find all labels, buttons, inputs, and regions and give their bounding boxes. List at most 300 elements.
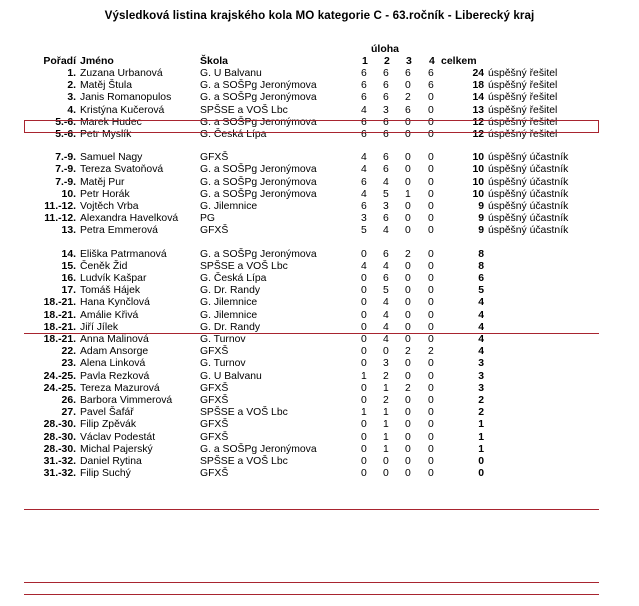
- cell-rank: 23.: [61, 358, 76, 370]
- cell-name: Amálie Křivá: [80, 309, 139, 321]
- cell-s2: 2: [383, 395, 389, 406]
- cell-school: G. Česká Lípa: [200, 273, 267, 284]
- cell-s3: 1: [405, 188, 411, 200]
- cell-school: GFXŠ: [200, 468, 229, 480]
- cell-s1: 0: [361, 468, 367, 480]
- cell-rank: 28.-30.: [43, 431, 76, 443]
- cell-name: Adam Ansorge: [80, 346, 149, 358]
- cell-s1: 6: [361, 92, 367, 104]
- cell-s1: 6: [361, 80, 367, 92]
- cell-status: úspěšný účastník: [488, 152, 569, 164]
- table-row: [0, 189, 639, 201]
- cell-s1: 0: [361, 358, 367, 370]
- cell-total: 10: [472, 164, 484, 176]
- cell-s4: 6: [428, 80, 434, 92]
- table-row: [0, 432, 639, 444]
- table-row: [0, 225, 639, 237]
- cell-s1: 0: [361, 346, 367, 358]
- cell-s1: 0: [361, 419, 367, 431]
- cell-name: Jiří Jílek: [80, 321, 119, 333]
- cell-s3: 0: [405, 407, 411, 419]
- cell-s1: 6: [361, 129, 367, 140]
- cell-name: Filip Zpěvák: [80, 419, 137, 431]
- cell-total: 4: [478, 297, 484, 309]
- cell-rank: 31.-32.: [43, 456, 76, 467]
- cell-s4: 0: [428, 213, 434, 225]
- cell-status: úspěšný účastník: [488, 176, 569, 188]
- cell-total: 4: [478, 346, 484, 358]
- cell-s3: 0: [405, 443, 411, 455]
- header-rank: Pořadí: [43, 55, 76, 67]
- cell-rank: 5.-6.: [55, 129, 76, 140]
- cell-rank: 28.-30.: [43, 443, 76, 455]
- table-row: [0, 105, 639, 117]
- cell-status: úspěšný řešitel: [488, 104, 558, 116]
- cell-s3: 0: [405, 468, 411, 480]
- cell-s2: 4: [383, 309, 389, 321]
- cell-status: úspěšný účastník: [488, 213, 569, 225]
- cell-s1: 0: [361, 334, 367, 345]
- cell-s2: 4: [383, 260, 389, 272]
- cell-rank: 27.: [61, 407, 76, 419]
- header-task-3: 3: [406, 55, 412, 67]
- cell-total: 10: [472, 188, 484, 200]
- cell-s2: 4: [383, 321, 389, 333]
- table-row: [0, 407, 639, 419]
- cell-school: GFXŠ: [200, 395, 229, 406]
- cell-s3: 0: [405, 201, 411, 212]
- cell-s3: 0: [405, 370, 411, 382]
- cell-s4: 0: [428, 164, 434, 176]
- cell-school: G. a SOŠPg Jeronýmova: [200, 248, 317, 260]
- cell-s2: 6: [383, 248, 389, 260]
- header-task-4: 4: [429, 55, 435, 67]
- cell-s4: 0: [428, 260, 434, 272]
- cell-s2: 6: [383, 129, 389, 140]
- cell-s4: 0: [428, 334, 434, 345]
- cell-school: SPŠSE a VOŠ Lbc: [200, 407, 288, 419]
- cell-total: 8: [478, 260, 484, 272]
- cell-s3: 0: [405, 285, 411, 297]
- cell-s4: 0: [428, 358, 434, 370]
- cell-school: G. a SOŠPg Jeronýmova: [200, 164, 317, 176]
- cell-school: G. Dr. Randy: [200, 285, 261, 297]
- cell-school: G. Jilemnice: [200, 201, 258, 212]
- cell-status: úspěšný účastník: [488, 164, 569, 176]
- cell-s3: 0: [405, 321, 411, 333]
- cell-total: 6: [478, 273, 484, 284]
- table-row: [0, 371, 639, 383]
- cell-total: 1: [478, 443, 484, 455]
- cell-total: 12: [472, 116, 484, 128]
- cell-s1: 0: [361, 431, 367, 443]
- cell-status: úspěšný řešitel: [488, 116, 558, 128]
- cell-s2: 1: [383, 431, 389, 443]
- cell-total: 13: [472, 104, 484, 116]
- cell-school: GFXŠ: [200, 346, 229, 358]
- cell-school: GFXŠ: [200, 225, 229, 237]
- highlight-line: [24, 509, 599, 510]
- cell-name: Vojtěch Vrba: [80, 201, 139, 212]
- cell-s1: 0: [361, 273, 367, 284]
- cell-rank: 5.-6.: [55, 116, 76, 128]
- cell-school: GFXŠ: [200, 152, 229, 164]
- cell-s2: 3: [383, 104, 389, 116]
- cell-s3: 0: [405, 309, 411, 321]
- cell-total: 3: [478, 358, 484, 370]
- cell-s2: 1: [383, 407, 389, 419]
- cell-s2: 3: [383, 358, 389, 370]
- cell-s2: 6: [383, 273, 389, 284]
- cell-s1: 1: [361, 407, 367, 419]
- cell-s1: 4: [361, 188, 367, 200]
- table-row: [0, 249, 639, 261]
- cell-s3: 0: [405, 431, 411, 443]
- cell-rank: 24.-25.: [43, 370, 76, 382]
- cell-total: 2: [478, 395, 484, 406]
- cell-school: G. U Balvanu: [200, 370, 262, 382]
- cell-s2: 1: [383, 443, 389, 455]
- cell-rank: 16.: [61, 273, 76, 284]
- page-title: Výsledková listina krajského kola MO kategorie C - 63.ročník - Liberecký kraj: [104, 9, 535, 22]
- cell-name: Petra Emmerová: [80, 225, 158, 237]
- cell-rank: 4.: [67, 104, 76, 116]
- header-name: Jméno: [80, 55, 114, 67]
- cell-school: SPŠSE a VOŠ Lbc: [200, 104, 288, 116]
- table-row: [0, 456, 639, 468]
- table-row: [0, 419, 639, 431]
- cell-name: Alena Linková: [80, 358, 146, 370]
- cell-school: G. Jilemnice: [200, 309, 258, 321]
- cell-total: 10: [472, 152, 484, 164]
- cell-rank: 18.-21.: [43, 321, 76, 333]
- cell-s2: 6: [383, 92, 389, 104]
- cell-s1: 0: [361, 443, 367, 455]
- cell-rank: 7.-9.: [55, 152, 76, 164]
- table-row: [0, 468, 639, 480]
- table-row: [0, 177, 639, 189]
- cell-s2: 0: [383, 468, 389, 480]
- cell-s1: 0: [361, 456, 367, 467]
- cell-s3: 0: [405, 225, 411, 237]
- cell-s3: 0: [405, 297, 411, 309]
- highlight-line: [24, 333, 599, 334]
- cell-name: Tomáš Hájek: [80, 285, 141, 297]
- cell-total: 18: [472, 80, 484, 92]
- cell-rank: 3.: [67, 92, 76, 104]
- task-group-header: úloha: [371, 43, 399, 55]
- cell-s3: 0: [405, 80, 411, 92]
- cell-s4: 0: [428, 309, 434, 321]
- cell-status: úspěšný řešitel: [488, 80, 558, 92]
- cell-s4: 0: [428, 129, 434, 140]
- highlight-line: [24, 582, 599, 583]
- cell-name: Filip Suchý: [80, 468, 131, 480]
- cell-s3: 0: [405, 176, 411, 188]
- cell-s4: 0: [428, 225, 434, 237]
- cell-s4: 2: [428, 346, 434, 358]
- cell-rank: 11.-12.: [44, 213, 76, 225]
- cell-total: 3: [478, 382, 484, 394]
- table-row: [0, 310, 639, 322]
- cell-rank: 22.: [61, 346, 76, 358]
- table-row: [0, 285, 639, 297]
- cell-rank: 11.-12.: [44, 201, 76, 212]
- cell-s3: 0: [405, 129, 411, 140]
- cell-s1: 0: [361, 248, 367, 260]
- cell-s4: 0: [428, 104, 434, 116]
- cell-school: GFXŠ: [200, 382, 229, 394]
- table-row: [0, 322, 639, 334]
- cell-s2: 1: [383, 382, 389, 394]
- cell-name: Václav Podestát: [80, 431, 156, 443]
- cell-rank: 18.-21.: [43, 309, 76, 321]
- cell-s3: 2: [405, 92, 411, 104]
- cell-total: 10: [472, 176, 484, 188]
- cell-total: 9: [478, 213, 484, 225]
- table-row: [0, 164, 639, 176]
- cell-s4: 0: [428, 92, 434, 104]
- cell-status: úspěšný řešitel: [488, 92, 558, 104]
- cell-s4: 0: [428, 321, 434, 333]
- cell-name: Matěj Pur: [80, 176, 125, 188]
- cell-s1: 6: [361, 68, 367, 79]
- cell-school: G. a SOŠPg Jeronýmova: [200, 92, 317, 104]
- cell-s4: 0: [428, 152, 434, 164]
- table-row: [0, 273, 639, 285]
- cell-s4: 0: [428, 285, 434, 297]
- cell-school: G. U Balvanu: [200, 68, 262, 79]
- cell-s2: 4: [383, 297, 389, 309]
- table-row: [0, 346, 639, 358]
- cell-school: GFXŠ: [200, 431, 229, 443]
- cell-total: 4: [478, 334, 484, 345]
- cell-s1: 0: [361, 309, 367, 321]
- cell-s1: 0: [361, 321, 367, 333]
- cell-s4: 6: [428, 68, 434, 79]
- cell-s4: 0: [428, 443, 434, 455]
- cell-total: 2: [478, 407, 484, 419]
- cell-name: Marek Hudec: [80, 116, 142, 128]
- cell-s3: 0: [405, 164, 411, 176]
- table-row: [0, 152, 639, 164]
- cell-rank: 10.: [61, 188, 76, 200]
- cell-total: 1: [478, 419, 484, 431]
- cell-s2: 4: [383, 225, 389, 237]
- cell-s1: 6: [361, 201, 367, 212]
- cell-total: 8: [478, 248, 484, 260]
- cell-school: G. Česká Lípa: [200, 129, 267, 140]
- cell-name: Hana Kynčlová: [80, 297, 150, 309]
- table-row: [0, 334, 639, 346]
- cell-name: Tereza Mazurová: [80, 382, 160, 394]
- cell-s1: 0: [361, 297, 367, 309]
- cell-s2: 6: [383, 80, 389, 92]
- cell-s4: 0: [428, 201, 434, 212]
- cell-name: Ludvík Kašpar: [80, 273, 147, 284]
- cell-name: Eliška Patrmanová: [80, 248, 167, 260]
- cell-s2: 6: [383, 116, 389, 128]
- cell-rank: 17.: [61, 285, 76, 297]
- cell-s2: 5: [383, 285, 389, 297]
- cell-school: G. Dr. Randy: [200, 321, 261, 333]
- highlight-box: [24, 120, 599, 133]
- cell-s4: 0: [428, 407, 434, 419]
- cell-s1: 0: [361, 382, 367, 394]
- cell-s2: 0: [383, 456, 389, 467]
- cell-total: 24: [472, 68, 484, 79]
- cell-s3: 0: [405, 213, 411, 225]
- cell-s1: 5: [361, 225, 367, 237]
- cell-s2: 1: [383, 419, 389, 431]
- header-task-2: 2: [384, 55, 390, 67]
- cell-s4: 0: [428, 297, 434, 309]
- cell-rank: 2.: [67, 80, 76, 92]
- cell-s2: 6: [383, 164, 389, 176]
- cell-s2: 4: [383, 334, 389, 345]
- cell-name: Anna Malinová: [80, 334, 149, 345]
- cell-s1: 6: [361, 176, 367, 188]
- cell-rank: 18.-21.: [43, 297, 76, 309]
- header-school: Škola: [200, 55, 229, 67]
- cell-s1: 4: [361, 164, 367, 176]
- cell-s4: 0: [428, 370, 434, 382]
- cell-s1: 0: [361, 395, 367, 406]
- cell-s2: 6: [383, 213, 389, 225]
- cell-s2: 6: [383, 152, 389, 164]
- cell-rank: 24.-25.: [43, 382, 76, 394]
- cell-s4: 0: [428, 419, 434, 431]
- cell-total: 0: [478, 456, 484, 467]
- cell-total: 9: [478, 201, 484, 212]
- table-row: [0, 68, 639, 80]
- cell-s4: 0: [428, 382, 434, 394]
- cell-name: Daniel Rytina: [80, 456, 142, 467]
- table-row: [0, 261, 639, 273]
- cell-s4: 0: [428, 116, 434, 128]
- cell-s1: 0: [361, 285, 367, 297]
- cell-s4: 0: [428, 431, 434, 443]
- cell-school: SPŠSE a VOŠ Lbc: [200, 260, 288, 272]
- cell-s3: 0: [405, 152, 411, 164]
- cell-total: 5: [478, 285, 484, 297]
- cell-total: 4: [478, 321, 484, 333]
- cell-total: 3: [478, 370, 484, 382]
- cell-s3: 2: [405, 382, 411, 394]
- cell-s1: 6: [361, 116, 367, 128]
- cell-school: G. a SOŠPg Jeronýmova: [200, 188, 317, 200]
- cell-school: GFXŠ: [200, 419, 229, 431]
- cell-rank: 26.: [61, 395, 76, 406]
- cell-name: Kristýna Kučerová: [80, 104, 165, 116]
- cell-s4: 0: [428, 456, 434, 467]
- cell-s3: 0: [405, 358, 411, 370]
- cell-s2: 5: [383, 188, 389, 200]
- cell-s4: 0: [428, 468, 434, 480]
- table-row: [0, 201, 639, 213]
- cell-status: úspěšný účastník: [488, 225, 569, 237]
- cell-s3: 0: [405, 273, 411, 284]
- cell-name: Petr Horák: [80, 188, 130, 200]
- cell-s3: 2: [405, 248, 411, 260]
- cell-name: Pavla Rezková: [80, 370, 150, 382]
- cell-s4: 0: [428, 176, 434, 188]
- cell-s3: 0: [405, 395, 411, 406]
- cell-rank: 18.-21.: [43, 334, 76, 345]
- header-total: celkem: [441, 55, 477, 67]
- cell-name: Petr Myslík: [80, 129, 132, 140]
- cell-status: úspěšný řešitel: [488, 129, 558, 140]
- table-row: [0, 297, 639, 309]
- cell-school: G. a SOŠPg Jeronýmova: [200, 80, 317, 92]
- cell-name: Michal Pajerský: [80, 443, 153, 455]
- cell-school: SPŠSE a VOŠ Lbc: [200, 456, 288, 467]
- cell-status: úspěšný účastník: [488, 188, 569, 200]
- table-row: [0, 80, 639, 92]
- table-row: [0, 383, 639, 395]
- cell-s1: 4: [361, 260, 367, 272]
- cell-s3: 6: [405, 104, 411, 116]
- cell-total: 4: [478, 309, 484, 321]
- cell-rank: 31.-32.: [43, 468, 76, 480]
- table-row: [0, 444, 639, 456]
- cell-school: G. a SOŠPg Jeronýmova: [200, 116, 317, 128]
- cell-rank: 7.-9.: [55, 164, 76, 176]
- cell-total: 12: [472, 129, 484, 140]
- cell-rank: 14.: [61, 248, 76, 260]
- cell-s2: 3: [383, 201, 389, 212]
- cell-s2: 0: [383, 346, 389, 358]
- cell-school: G. Turnov: [200, 358, 246, 370]
- cell-name: Zuzana Urbanová: [80, 68, 163, 79]
- cell-rank: 7.-9.: [55, 176, 76, 188]
- highlight-line: [24, 594, 599, 595]
- cell-s1: 1: [361, 370, 367, 382]
- cell-total: 0: [478, 468, 484, 480]
- cell-s4: 0: [428, 248, 434, 260]
- cell-name: Barbora Vimmerová: [80, 395, 173, 406]
- cell-s3: 0: [405, 456, 411, 467]
- cell-name: Čeněk Žid: [80, 260, 128, 272]
- cell-s4: 0: [428, 188, 434, 200]
- cell-name: Tereza Svatoňová: [80, 164, 164, 176]
- cell-s2: 6: [383, 68, 389, 79]
- cell-s1: 3: [361, 213, 367, 225]
- cell-name: Pavel Šafář: [80, 407, 134, 419]
- table-row: [0, 358, 639, 370]
- cell-status: úspěšný řešitel: [488, 68, 558, 79]
- cell-rank: 13.: [61, 225, 76, 237]
- cell-rank: 28.-30.: [43, 419, 76, 431]
- cell-s3: 0: [405, 419, 411, 431]
- cell-total: 9: [478, 225, 484, 237]
- cell-school: G. a SOŠPg Jeronýmova: [200, 443, 317, 455]
- table-row: [0, 92, 639, 104]
- cell-s4: 0: [428, 395, 434, 406]
- cell-name: Matěj Štula: [80, 80, 132, 92]
- table-row: [0, 395, 639, 407]
- cell-s2: 4: [383, 176, 389, 188]
- cell-rank: 15.: [61, 260, 76, 272]
- cell-s3: 6: [405, 68, 411, 79]
- cell-s1: 4: [361, 104, 367, 116]
- cell-s4: 0: [428, 273, 434, 284]
- cell-s1: 4: [361, 152, 367, 164]
- cell-s3: 0: [405, 116, 411, 128]
- cell-total: 14: [472, 92, 484, 104]
- cell-school: G. Jilemnice: [200, 297, 258, 309]
- cell-rank: 1.: [67, 68, 76, 79]
